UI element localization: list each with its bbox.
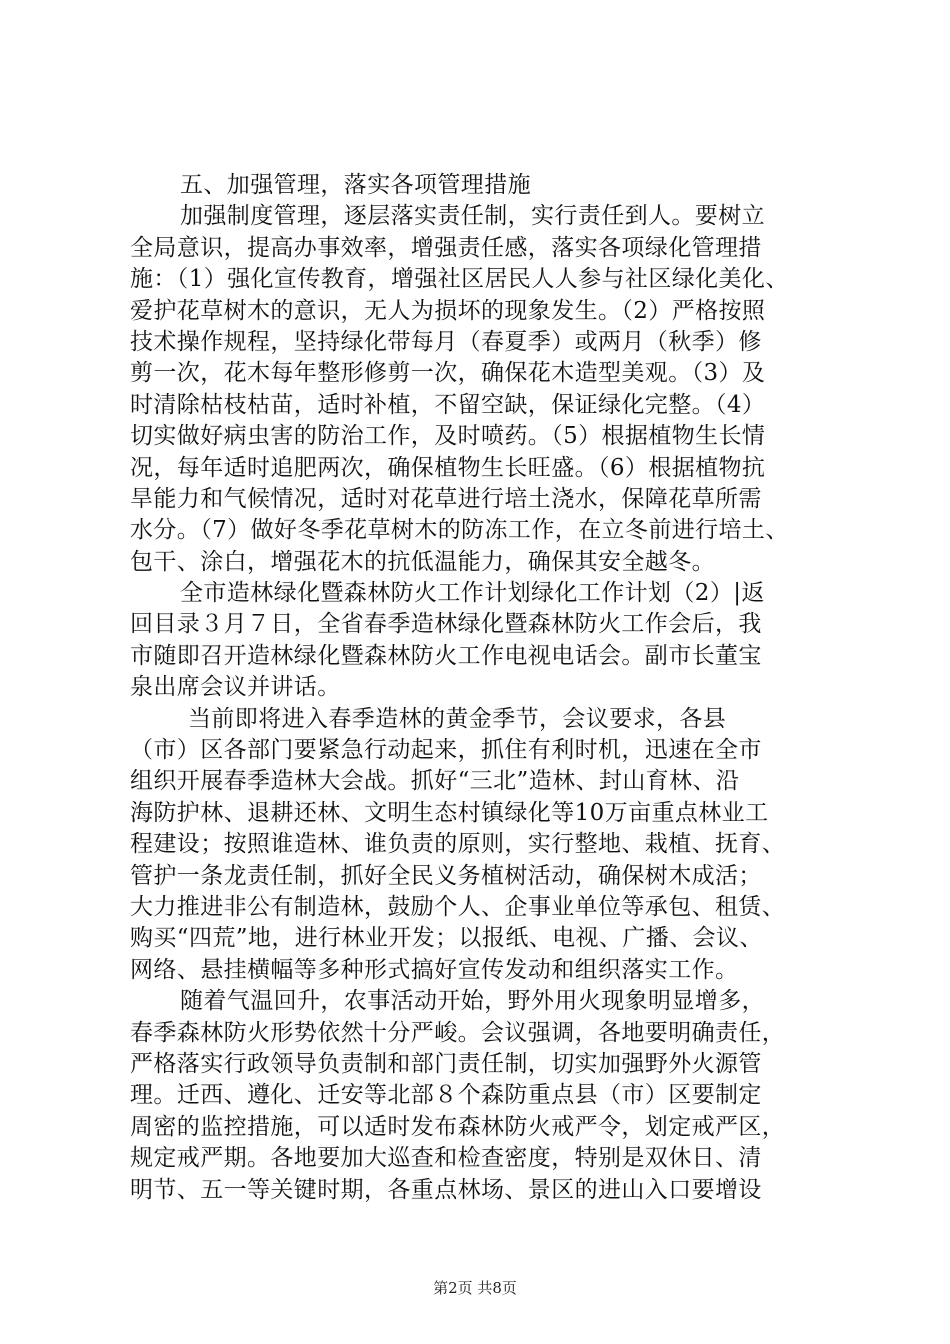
paragraph-line: 技术操作规程，坚持绿化带每月（春夏季）或两月（秋季）修	[130, 328, 762, 355]
paragraph-line: 春季森林防火形势依然十分严峻。会议强调，各地要明确责任，	[130, 1019, 786, 1046]
page-number-footer: 第2页 共8页	[433, 1279, 517, 1297]
paragraph-line: 理。迁西、遵化、迁安等北部８个森防重点县（市）区要制定	[130, 1082, 762, 1109]
paragraph-line: 组织开展春季造林大会战。抓好“三北”造林、封山育林、沿	[130, 768, 740, 795]
paragraph-line: 泉出席会议并讲话。	[130, 674, 341, 701]
paragraph-line: 全市造林绿化暨森林防火工作计划绿化工作计划（2）|返	[180, 580, 765, 607]
paragraph-line: 明节、五一等关键时期，各重点林场、景区的进山入口要增设	[130, 1176, 762, 1203]
paragraph-line: 水分。（7）做好冬季花草树木的防冻工作，在立冬前进行培土、	[130, 517, 789, 544]
paragraph-line: 随着气温回升，农事活动开始，野外用火现象明显增多，	[180, 988, 765, 1015]
paragraph-line: 旱能力和气候情况，适时对花草进行培土浇水，保障花草所需	[130, 485, 762, 512]
paragraph-line: 剪一次，花木每年整形修剪一次，确保花木造型美观。（3）及	[130, 360, 766, 387]
paragraph-line: 市随即召开造林绿化暨森林防火工作电视电话会。副市长董宝	[130, 642, 762, 669]
section-heading: 五、加强管理，落实各项管理措施	[180, 172, 531, 198]
paragraph-line: 爱护花草树木的意识，无人为损坏的现象发生。（2）严格按照	[130, 297, 766, 324]
paragraph-line: 购买“四荒”地，进行林业开发；以报纸、电视、广播、会议、	[130, 925, 763, 952]
paragraph-line: 管护一条龙责任制，抓好全民义务植树活动，确保树木成活；	[130, 862, 762, 889]
document-body	[130, 170, 830, 1206]
paragraph-line: 况，每年适时追肥两次，确保植物生长旺盛。（6）根据植物抗	[130, 454, 766, 481]
paragraph-line: 程建设；按照谁造林、谁负责的原则，实行整地、栽植、抚育、	[130, 831, 786, 858]
paragraph-line: 当前即将进入春季造林的黄金季节，会议要求，各县	[188, 705, 727, 732]
paragraph-line: 周密的监控措施，可以适时发布森林防火戒严令，划定戒严区，	[130, 1113, 786, 1140]
paragraph-line: 时清除枯枝枯苗，适时补植，不留空缺，保证绿化完整。（4）	[130, 391, 766, 418]
paragraph-line: 包干、涂白，增强花木的抗低温能力，确保其安全越冬。	[130, 548, 715, 575]
paragraph-line: 大力推进非公有制造林，鼓励个人、企事业单位等承包、租赁、	[130, 893, 786, 920]
paragraph-line: 施：（1）强化宣传教育，增强社区居民人人参与社区绿化美化、	[130, 266, 789, 293]
paragraph-line: 网络、悬挂横幅等多种形式搞好宣传发动和组织落实工作。	[130, 956, 739, 983]
paragraph-line: 规定戒严期。各地要加大巡查和检查密度，特别是双休日、清	[130, 1145, 762, 1172]
paragraph-line: 加强制度管理，逐层落实责任制，实行责任到人。要树立	[180, 203, 765, 230]
paragraph-line: 切实做好病虫害的防治工作，及时喷药。（5）根据植物生长情	[130, 423, 766, 450]
paragraph-line: 海防护林、退耕还林、文明生态村镇绿化等10万亩重点林业工	[130, 799, 769, 826]
paragraph-line: （市）区各部门要紧急行动起来，抓住有利时机，迅速在全市	[130, 737, 762, 764]
paragraph-line: 严格落实行政领导负责制和部门责任制，切实加强野外火源管	[130, 1050, 762, 1077]
paragraph-line: 全局意识，提高办事效率，增强责任感，落实各项绿化管理措	[130, 234, 762, 261]
paragraph-line: 回目录３月７日，全省春季造林绿化暨森林防火工作会后，我	[130, 611, 762, 638]
